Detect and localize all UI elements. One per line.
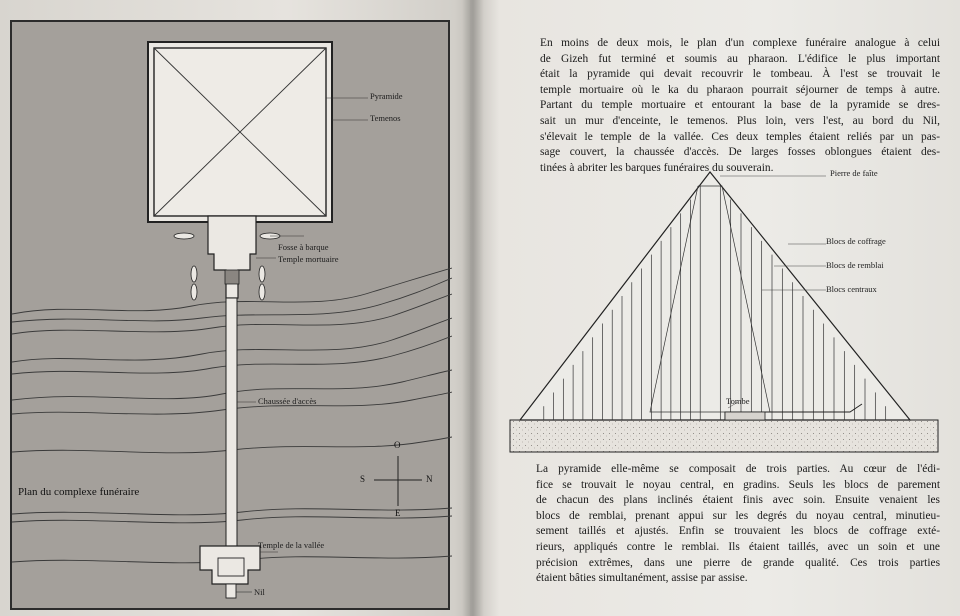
label-blocs-centraux: Blocs centraux	[826, 284, 877, 294]
plan-drawing	[12, 22, 452, 612]
causeway	[226, 298, 237, 546]
book-gutter	[462, 0, 484, 616]
label-tombe: Tombe	[726, 396, 750, 406]
compass-east-label: E	[395, 508, 401, 518]
compass-north-label: N	[426, 474, 433, 484]
boat-pit	[174, 233, 194, 239]
text-line: étaient bâties simultanément, assise par assise.	[536, 572, 748, 585]
bottom-paragraph	[536, 462, 940, 587]
label-chaussee: Chaussée d'accès	[258, 396, 317, 406]
text-line: En moins de deux mois, le plan d'un complexe funéraire analogue à celui	[540, 37, 940, 49]
label-blocs-coffrage: Blocs de coffrage	[826, 236, 886, 246]
mortuary-temple	[208, 216, 256, 298]
label-blocs-remblai: Blocs de remblai	[826, 260, 884, 270]
plan-title: Plan du complexe funéraire	[18, 486, 140, 498]
boat-pit	[191, 266, 197, 282]
text-line: précision extrêmes, dans une pierre de grande qualité. Ces trois parties	[536, 556, 940, 569]
label-pierre-de-faite: Pierre de faîte	[830, 168, 878, 178]
text-line: fice se trouvait le noyau central, en gradins. Seuls les blocs de parement	[536, 478, 940, 491]
label-temple-vallee: Temple de la vallée	[258, 540, 325, 550]
text-line: s'élevait le temple de la vallée. Ces deux temples étaient reliés par un pas-	[540, 130, 940, 143]
pyramid-outline	[520, 172, 910, 420]
text-line: sait un mur d'enceinte, le temenos. Plus loin, vers l'est, au bord du Nil,	[540, 114, 940, 127]
text-line: temple mortuaire où le ka du pharaon pourrait séjourner de temps à autre.	[540, 83, 940, 96]
boat-pit	[259, 284, 265, 300]
text-line: La pyramide elle-même se composait de trois parties. Au cœur de l'édi-	[536, 463, 940, 475]
text-line: tinées à abriter les barques funéraires du souverain.	[540, 161, 774, 174]
text-line: de chacun des plans inclinés étaient finis avec soin. Ensuite venaient les	[536, 494, 940, 507]
compass-west-label: O	[394, 440, 401, 450]
label-nil: Nil	[254, 587, 265, 597]
text-line: de Gizeh fut terminé et soumis au pharaon. L'édifice le plus important	[540, 52, 940, 65]
text-line: sage couvert, la chaussée d'accès. De larges fosses oblongues étaient des-	[540, 146, 940, 159]
text-line: Partant du temple mortuaire et entourant la base de la pyramide se dres-	[540, 99, 940, 112]
boat-pit	[191, 284, 197, 300]
ground-layer	[510, 420, 938, 452]
funerary-complex-plan	[10, 20, 450, 610]
compass-rose	[374, 456, 422, 506]
text-line: était la pyramide qui devait recouvrir le tombeau. À l'est se trouvait le	[540, 68, 940, 81]
boat-pit	[259, 266, 265, 282]
tomb-chamber	[725, 412, 765, 420]
text-line: sement taillés et ajustés. Enfin se trouvaient les blocs de coffrage exté-	[536, 525, 940, 538]
label-temple-mortuaire: Temple mortuaire	[278, 254, 339, 264]
label-temenos: Temenos	[370, 113, 401, 123]
text-line: rieurs, appliqués contre le remblai. Ils étaient taillés, avec un soin et une	[536, 540, 940, 553]
right-page	[470, 0, 960, 616]
text-line: blocs de remblai, prenant appui sur les degrés du noyau central, minutieu-	[536, 509, 940, 522]
left-page	[0, 0, 478, 616]
label-pyramide: Pyramide	[370, 91, 403, 101]
compass-south-label: S	[360, 474, 366, 484]
label-fosse-a-barque: Fosse à barque	[278, 242, 329, 252]
